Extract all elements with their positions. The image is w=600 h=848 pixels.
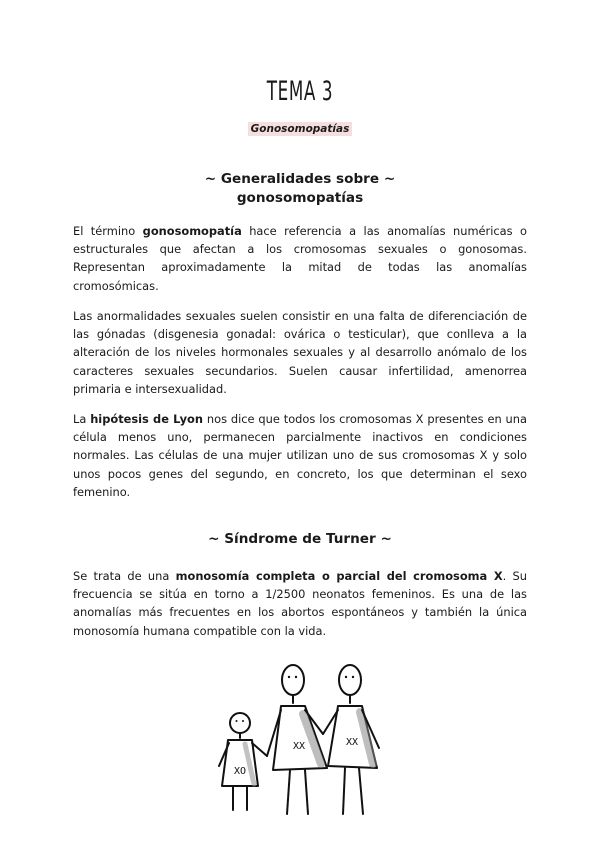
woman2-chromosome-label: XX: [345, 737, 359, 748]
child-chromosome-label: XO: [233, 766, 247, 777]
section-heading-line2: gonosomopatías: [236, 190, 364, 206]
page-subtitle: Gonosomopatías: [248, 122, 353, 136]
paragraph-text: nos dice que todos los cromosomas X presentes en una célula menos uno, permanecen parcialmente inactivos en condiciones normales. Las células de una mujer utilizan uno de sus cromosomas X y solo unos pocos genes del segundo, en concreto, los que determinan el sexo femenino.: [73, 412, 527, 499]
section-heading-generalidades: [0, 170, 600, 208]
woman1-chromosome-label: XX: [292, 741, 306, 752]
paragraph-lyon: [73, 410, 527, 501]
woman1-figure: [267, 665, 327, 814]
paragraph-text: Se trata de una: [73, 569, 176, 583]
paragraph-text: Las anormalidades sexuales suelen consistir en una falta de diferenciación de las gónadas (disgenesia gonadal: ovárica o testicular), que conlleva a la alteración de los niveles hormonales sexuales y al desarrollo anómalo de los caracteres sexuales secundarios. Suelen causar infertilidad, amenorrea primaria e intersexualidad.: [73, 309, 527, 396]
paragraph-bold-term: hipótesis de Lyon: [90, 412, 203, 426]
section-heading-line1: ~ Generalidades sobre ~: [204, 171, 396, 187]
paragraph-bold-term: monosomía completa o parcial del cromosoma X: [175, 569, 503, 583]
paragraph-text: La: [73, 412, 91, 426]
subtitle-wrap: [0, 117, 600, 136]
turner-illustration: [195, 648, 395, 848]
paragraph-anormalidades: [73, 307, 527, 398]
paragraph-gonosomopatia: [73, 222, 527, 295]
paragraph-text: hace referencia a las anomalías numéricas o estructurales que afectan a los cromosomas sexuales o gonosomas. Representan aproximadamente la mitad de todas las anomalías cromosómicas.: [73, 224, 527, 293]
section-heading-turner: ~ Síndrome de Turner ~: [208, 531, 392, 547]
page-title: TEMA 3: [266, 76, 334, 107]
child-figure: [219, 713, 267, 810]
paragraph-text: El término: [73, 224, 143, 238]
paragraph-turner: [73, 567, 527, 640]
paragraph-bold-term: gonosomopatía: [142, 224, 242, 238]
paragraph-text: . Su frecuencia se sitúa en torno a 1/2500 neonatos femeninos. Es una de las anomalías más frecuentes en los abortos espontáneos y también la única monosomía humana compatible con la vida.: [73, 569, 527, 638]
